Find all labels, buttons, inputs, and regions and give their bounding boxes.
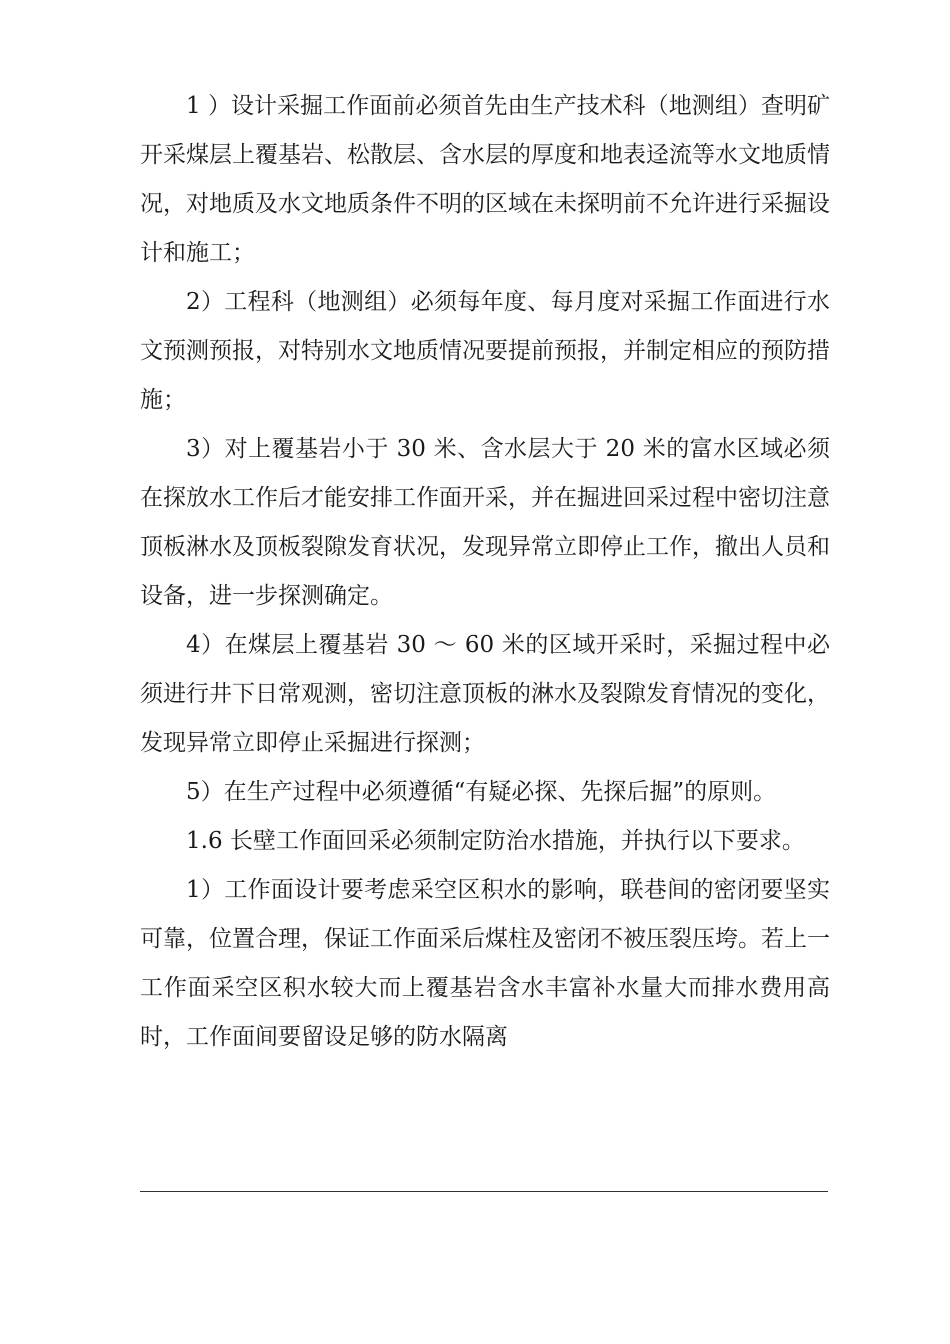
footer-divider-line	[140, 1191, 828, 1192]
paragraph-item-1-face-design: 1）工作面设计要考虑采空区积水的影响，联巷间的密闭要坚实可靠，位置合理，保证工作面采后煤柱及密闭不被压裂压垮。若上一工作面采空区积水较大而上覆基岩含水丰富补水量大而排水费用高时，工作面间要留设足够的防水隔离	[140, 877, 830, 1050]
paragraph-item-4-bedrock-30-60: 4）在煤层上覆基岩 30 ～ 60 米的区域开采时，采掘过程中必须进行井下日常观测，密切注意顶板的淋水及裂隙发育情况的变化，发现异常立即停止采掘进行探测；	[140, 632, 830, 756]
paragraph-item-3-water-rich-zone: 3）对上覆基岩小于 30 米、含水层大于 20 米的富水区域必须在探放水工作后才能安排工作面开采，并在掘进回采过程中密切注意顶板淋水及顶板裂隙发育状况，发现异常立即停止工作，撤出人员和设备，进一步探测确定。	[140, 436, 830, 609]
paragraph-item-5-explore-principle: 5）在生产过程中必须遵循“有疑必探、先探后掘”的原则。	[186, 779, 777, 805]
document-body	[140, 82, 830, 1062]
section-heading-1-6-longwall: 1.6 长壁工作面回采必须制定防治水措施，并执行以下要求。	[186, 828, 805, 854]
paragraph-item-2-hydrology-forecast: 2）工程科（地测组）必须每年度、每月度对采掘工作面进行水文预测预报，对特别水文地质情况要提前预报，并制定相应的预防措施；	[140, 289, 830, 413]
paragraph-item-1-survey-before-design: 1 ）设计采掘工作面前必须首先由生产技术科（地测组）查明矿开采煤层上覆基岩、松散层、含水层的厚度和地表迳流等水文地质情况，对地质及水文地质条件不明的区域在未探明前不允许进行采掘设计和施工；	[140, 93, 830, 266]
